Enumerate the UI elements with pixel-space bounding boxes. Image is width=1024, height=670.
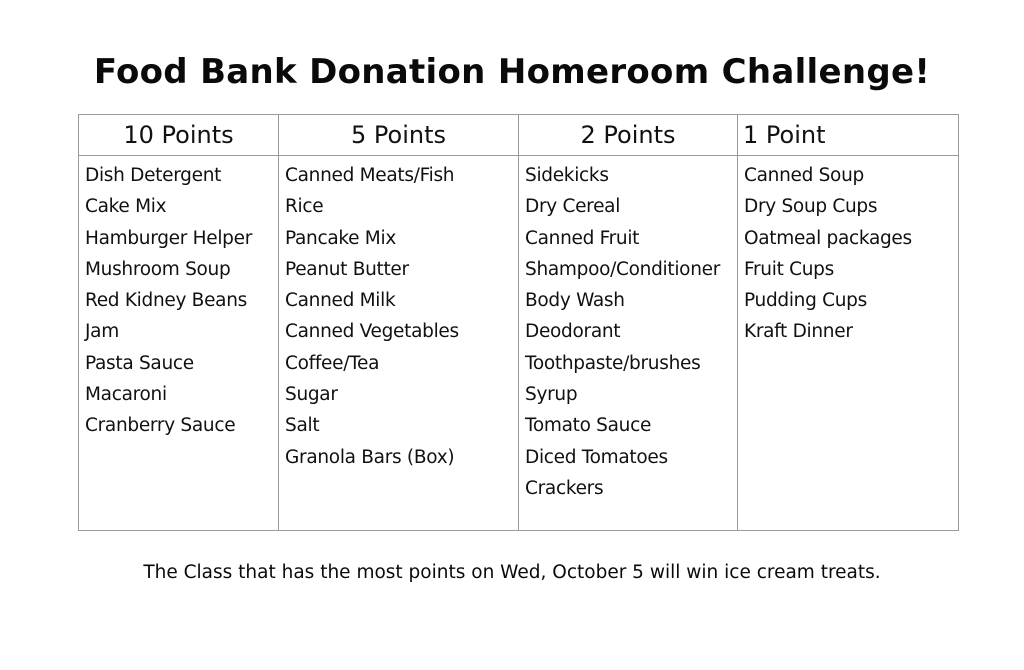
list-item: Pancake Mix	[285, 227, 396, 249]
footer-note: The Class that has the most points on Wed, October 5 will win ice cream treats.	[143, 562, 881, 583]
list-item: Deodorant	[525, 321, 621, 343]
list-item: Oatmeal packages	[744, 227, 912, 249]
list-item: Diced Tomatoes	[525, 446, 668, 468]
list-item: Dry Cereal	[525, 196, 621, 218]
list-item: Jam	[85, 321, 119, 343]
column-2-points-items	[519, 156, 738, 531]
list-item: Granola Bars (Box)	[285, 446, 455, 468]
list-item: Shampoo/Conditioner	[525, 258, 721, 280]
list-item: Rice	[285, 196, 324, 218]
list-item: Fruit Cups	[744, 258, 834, 280]
column-header-10-points: 10 Points	[79, 115, 279, 156]
list-item: Salt	[285, 415, 320, 437]
list-item: Tomato Sauce	[525, 415, 652, 437]
list-item: Mushroom Soup	[85, 258, 231, 280]
column-10-points-items	[79, 156, 279, 531]
header-row	[79, 115, 959, 156]
column-1-point-items	[738, 156, 959, 531]
list-item: Pasta Sauce	[85, 352, 194, 374]
list-item: Canned Soup	[744, 165, 864, 186]
column-header-1-point: 1 Point	[738, 115, 959, 156]
list-item: Sidekicks	[525, 165, 609, 186]
list-item: Red Kidney Beans	[85, 290, 247, 312]
list-item: Hamburger Helper	[85, 227, 252, 249]
list-item: Dish Detergent	[85, 165, 222, 186]
list-item: Pudding Cups	[744, 290, 867, 312]
list-item: Toothpaste/brushes	[525, 352, 701, 374]
list-item: Sugar	[285, 384, 338, 406]
column-5-points-items	[279, 156, 519, 531]
points-table	[78, 114, 959, 531]
column-header-2-points: 2 Points	[519, 115, 738, 156]
list-item: Canned Fruit	[525, 227, 640, 249]
list-item: Canned Vegetables	[285, 321, 459, 343]
items-row	[79, 156, 959, 531]
list-item: Dry Soup Cups	[744, 196, 878, 218]
list-item: Canned Milk	[285, 290, 396, 312]
list-item: Body Wash	[525, 290, 625, 312]
list-item: Cake Mix	[85, 196, 167, 218]
list-item: Peanut Butter	[285, 258, 409, 280]
list-item: Crackers	[525, 477, 604, 499]
column-header-5-points: 5 Points	[279, 115, 519, 156]
list-item: Coffee/Tea	[285, 352, 380, 374]
list-item: Syrup	[525, 384, 578, 406]
list-item: Cranberry Sauce	[85, 415, 236, 437]
list-item: Kraft Dinner	[744, 321, 853, 343]
page-title: Food Bank Donation Homeroom Challenge!	[93, 52, 931, 92]
list-item: Macaroni	[85, 384, 167, 406]
list-item: Canned Meats/Fish	[285, 165, 455, 186]
